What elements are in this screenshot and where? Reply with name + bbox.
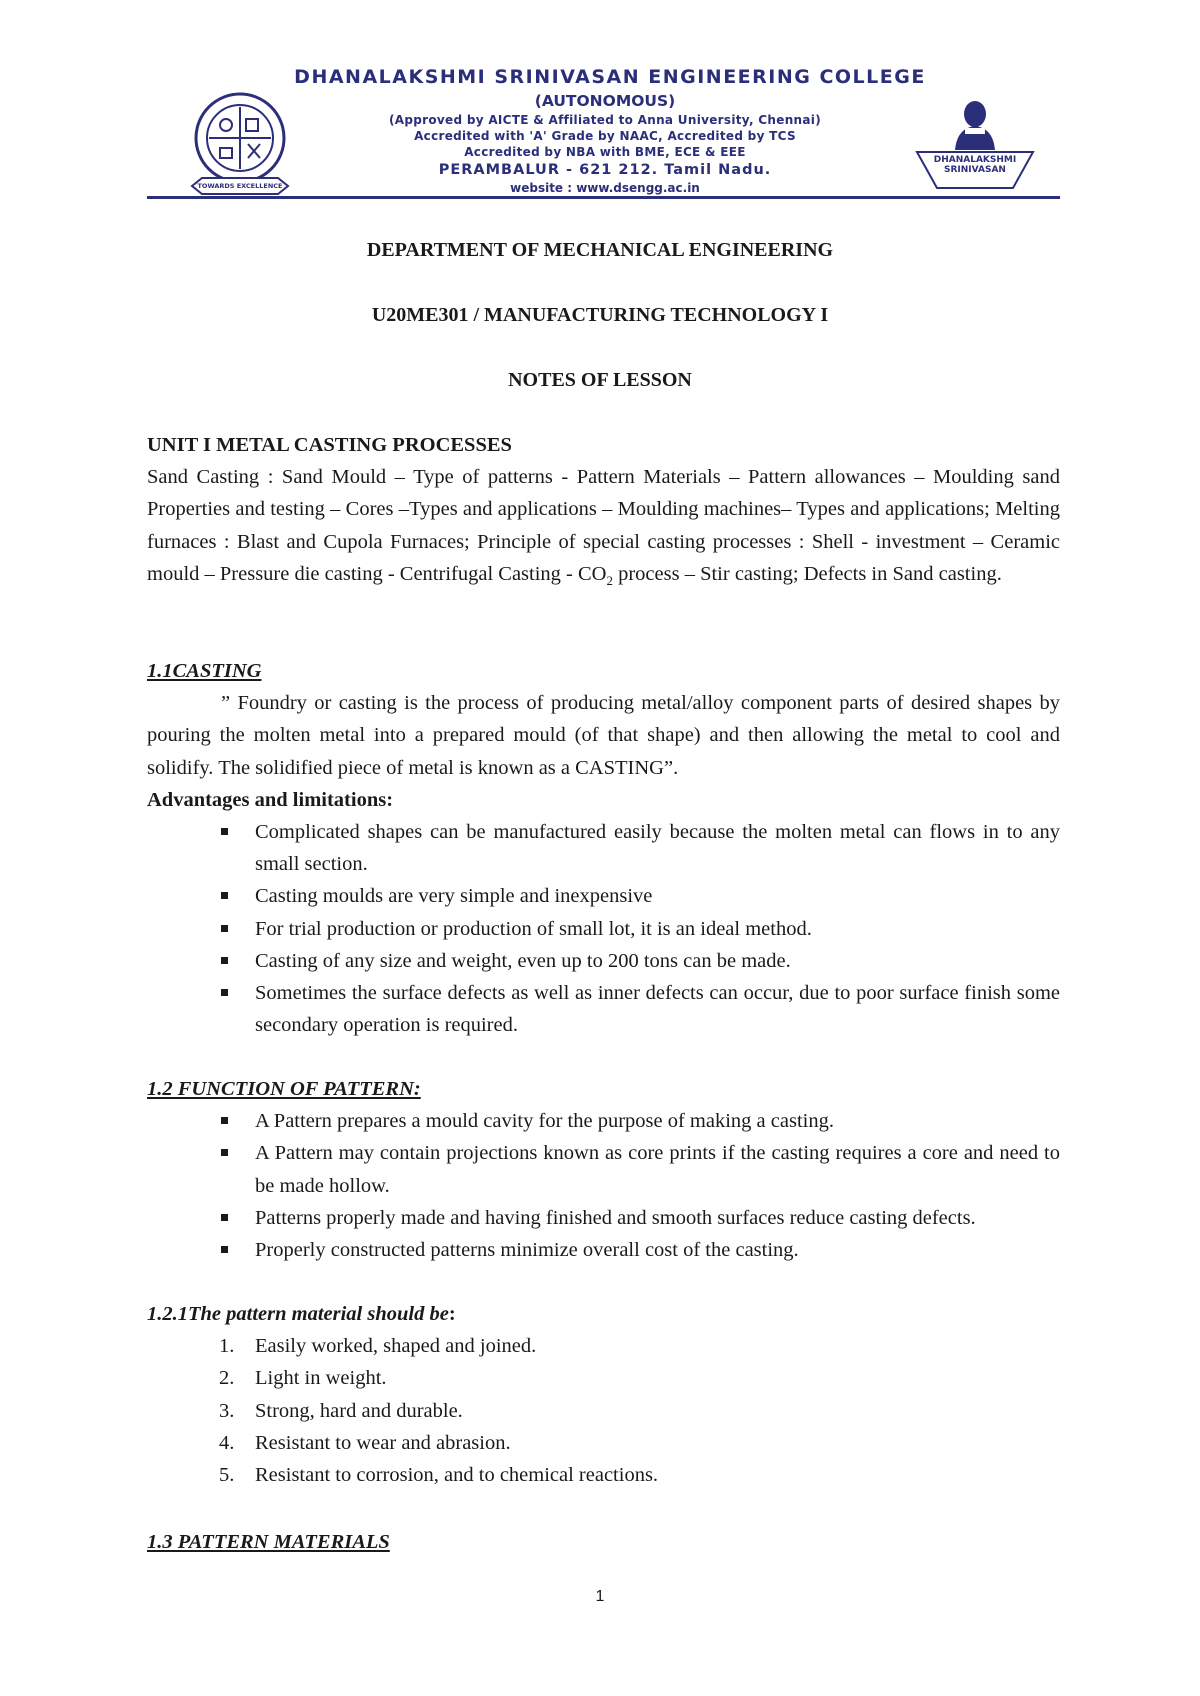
autonomous-label: (AUTONOMOUS) [534, 92, 676, 110]
syllabus-text-part-2: process – Stir casting; Defects in Sand casting. [612, 562, 1002, 585]
list-item [147, 977, 1060, 1041]
list-item [147, 1202, 1060, 1234]
square-bullet-icon [221, 1117, 228, 1124]
list-item [147, 1137, 1060, 1201]
advantages-list [147, 816, 1060, 1041]
college-name: DHANALAKSHMI SRINIVASAN ENGINEERING COLLEGE [294, 66, 926, 88]
list-item-text: A Pattern prepares a mould cavity for the purpose of making a casting. [255, 1110, 834, 1133]
list-item [147, 913, 1060, 945]
syllabus-text-part-1: Sand Casting : Sand Mould – Type of patterns - Pattern Materials – Pattern allowances – Moulding sand Properties and testing – Cores –Types and applications – Moulding machines– Types and applications; Melting furnaces : Blast and Cupola Furnaces; Principle of special casting processes : Shell - investment – Ceramic mould – Pressure die casting - Centrifugal Casting - CO [147, 466, 1060, 585]
pattern-materials-heading: 1.3 PATTERN MATERIALS [147, 1531, 390, 1553]
pattern-function-section [147, 1073, 1060, 1266]
letterhead-divider [147, 196, 1060, 199]
pattern-material-list [147, 1330, 1060, 1491]
pattern-material-heading [147, 1298, 1060, 1330]
square-bullet-icon [221, 925, 228, 932]
casting-section [147, 655, 1060, 1041]
letterhead-text [180, 64, 1040, 196]
list-item [147, 816, 1060, 880]
college-website: website : www.dsengg.ac.in [510, 181, 700, 195]
list-item [147, 1234, 1060, 1266]
list-item-text: Casting of any size and weight, even up to 200 tons can be made. [255, 949, 791, 972]
syllabus-subscript: 2 [606, 572, 613, 588]
notes-heading: NOTES OF LESSON [508, 369, 692, 391]
list-item-text: Casting moulds are very simple and inexpensive [255, 885, 653, 908]
casting-heading: 1.1CASTING [147, 660, 262, 682]
list-item-number: 2. [219, 1367, 235, 1390]
list-item [147, 945, 1060, 977]
list-item-number: 3. [219, 1399, 235, 1422]
list-item-text: Complicated shapes can be manufactured easily because the molten metal can flows in to any small section. [255, 821, 1060, 876]
page-number: 1 [595, 1588, 605, 1605]
casting-definition: ” Foundry or casting is the process of producing metal/alloy component parts of desired shapes by pouring the molten metal into a prepared mould (of that shape) and then allowing the metal to cool and solidify. The solidified piece of metal is known as a CASTING”. [147, 692, 1060, 779]
pattern-function-heading: 1.2 FUNCTION OF PATTERN: [147, 1078, 421, 1100]
pattern-material-heading-colon: : [448, 1303, 456, 1325]
list-item-number: 4. [219, 1431, 235, 1454]
department-heading: DEPARTMENT OF MECHANICAL ENGINEERING [366, 239, 834, 261]
list-item [147, 880, 1060, 912]
list-item-text: Resistant to corrosion, and to chemical reactions. [255, 1464, 659, 1487]
list-item [147, 1330, 1060, 1362]
square-bullet-icon [221, 989, 228, 996]
list-item-text: Properly constructed patterns minimize overall cost of the casting. [255, 1239, 799, 1262]
square-bullet-icon [221, 892, 228, 899]
square-bullet-icon [221, 1149, 228, 1156]
list-item [147, 1427, 1060, 1459]
list-item-text: Easily worked, shaped and joined. [255, 1335, 537, 1358]
unit-section [147, 429, 1060, 597]
list-item-number: 1. [219, 1335, 235, 1358]
square-bullet-icon [221, 1246, 228, 1253]
list-item-text: For trial production or production of small lot, it is an ideal method. [255, 917, 812, 940]
list-item [147, 1362, 1060, 1394]
list-item-number: 5. [219, 1464, 235, 1487]
pattern-material-section [147, 1298, 1060, 1491]
unit-syllabus [147, 461, 1060, 597]
pattern-material-heading-text: 1.2.1The pattern material should be [147, 1303, 449, 1325]
course-heading: U20ME301 / MANUFACTURING TECHNOLOGY I [371, 304, 829, 326]
pattern-function-list [147, 1105, 1060, 1266]
list-item-text: Patterns properly made and having finished and smooth surfaces reduce casting defects. [255, 1206, 976, 1229]
square-bullet-icon [221, 957, 228, 964]
advantages-heading: Advantages and limitations: [147, 788, 394, 811]
college-address: PERAMBALUR - 621 212. Tamil Nadu. [438, 162, 772, 178]
nba-accreditation-line: Accredited by NBA with BME, ECE & EEE [464, 145, 746, 159]
square-bullet-icon [221, 828, 228, 835]
list-item-text: Sometimes the surface defects as well as inner defects can occur, due to poor surface finish some secondary operation is required. [255, 982, 1060, 1037]
list-item [147, 1105, 1060, 1137]
list-item-text: Strong, hard and durable. [255, 1399, 463, 1422]
list-item-text: Resistant to wear and abrasion. [255, 1431, 511, 1454]
right-logo-name: DHANALAKSHMI SRINIVASAN [933, 155, 1017, 175]
list-item-text: Light in weight. [255, 1367, 387, 1390]
naac-accreditation-line: Accredited with 'A' Grade by NAAC, Accredited by TCS [414, 129, 796, 143]
approval-line: (Approved by AICTE & Affiliated to Anna University, Chennai) [389, 113, 821, 127]
list-item-text: A Pattern may contain projections known as core prints if the casting requires a core and need to be made hollow. [255, 1142, 1060, 1197]
pattern-materials-section [147, 1526, 1060, 1558]
list-item [147, 1395, 1060, 1427]
list-item [147, 1459, 1060, 1491]
square-bullet-icon [221, 1214, 228, 1221]
left-logo-motto: TOWARDS EXCELLENCE [197, 182, 283, 190]
unit-title: UNIT I METAL CASTING PROCESSES [147, 434, 512, 456]
